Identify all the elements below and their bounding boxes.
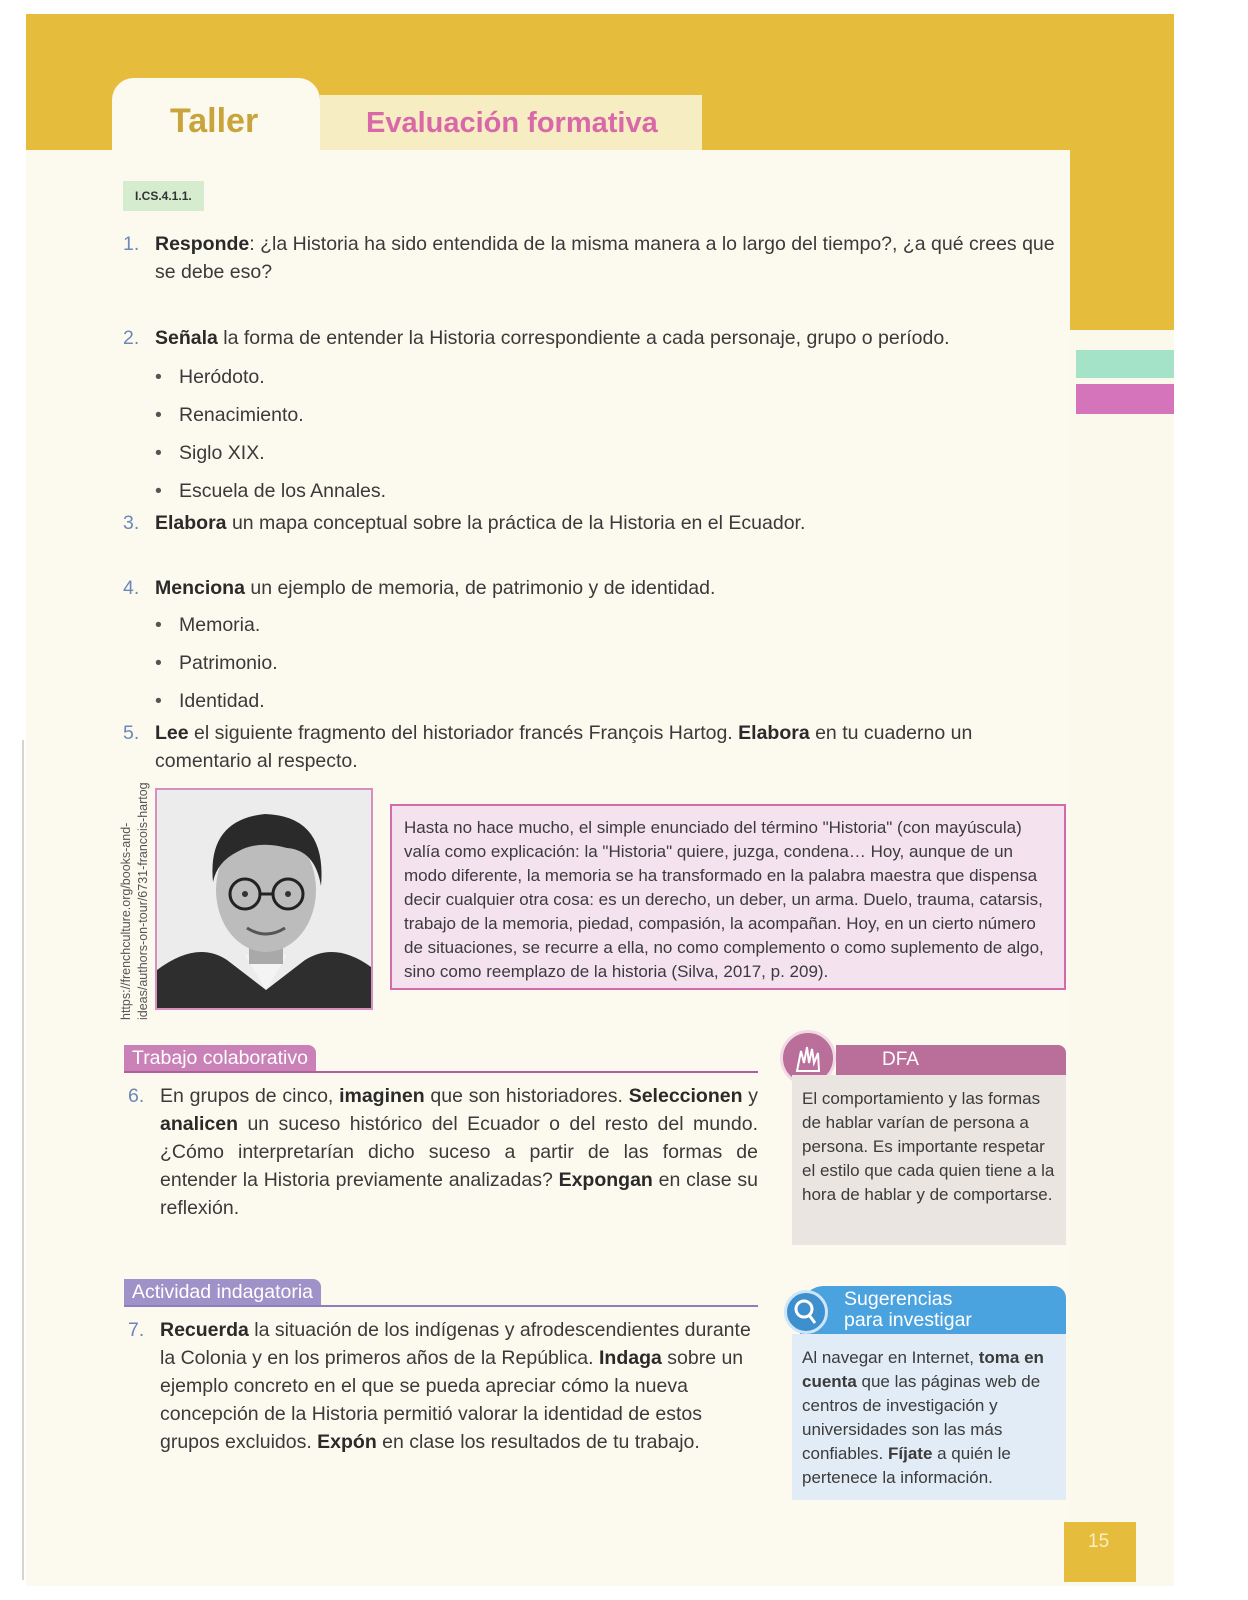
question-text: un mapa conceptual sobre la práctica de la Historia en el Ecuador. — [226, 512, 806, 534]
side-marker-pink — [1076, 384, 1174, 414]
question-6 — [128, 1082, 759, 1222]
verb: Seleccionen — [628, 1085, 743, 1107]
tab-taller-label: Taller — [170, 102, 259, 140]
dfa-title — [836, 1045, 1066, 1075]
binding-line — [22, 740, 24, 1580]
verb: toma en cuenta — [802, 1348, 1044, 1391]
page-number: 15 — [1064, 1522, 1136, 1582]
question-text: en clase su reflexión. — [160, 1169, 759, 1219]
verb: analicen — [160, 1113, 239, 1135]
question-number: 6. — [128, 1085, 145, 1107]
question-7 — [128, 1316, 758, 1456]
list-item: • Escuela de los Annales. — [179, 478, 386, 504]
verb: imaginen — [339, 1085, 425, 1107]
verb: Expón — [317, 1431, 377, 1453]
section-divider — [124, 1071, 758, 1073]
verb: Fíjate — [888, 1444, 933, 1463]
question-1 — [123, 230, 1060, 286]
sugerencias-title-line2: para investigar — [844, 1309, 972, 1331]
question-2 — [123, 324, 1060, 352]
verb: Indaga — [599, 1347, 662, 1369]
side-band — [1070, 150, 1174, 330]
question-number: 7. — [128, 1319, 145, 1341]
sugerencias-title-line1: Sugerencias — [844, 1288, 953, 1310]
tab-evaluacion-label: Evaluación formativa — [366, 107, 658, 139]
sugerencias-text: Al navegar en Internet, — [802, 1348, 979, 1367]
magnifier-icon — [784, 1290, 828, 1334]
verb: Expongan — [558, 1169, 653, 1191]
question-text: un suceso histórico del Ecuador o del resto del mundo. ¿Cómo interpretarían dicho suceso a partir de las formas de entender la Historia previamente analizadas? — [160, 1113, 758, 1191]
verb: Menciona — [155, 577, 245, 599]
list-item: • Patrimonio. — [179, 650, 278, 676]
side-marker-green — [1076, 350, 1174, 378]
list-item: • Heródoto. — [179, 364, 265, 390]
tab-taller — [112, 78, 320, 150]
verb: Elabora — [738, 722, 810, 744]
question-text: en tu cuaderno un comentario al respecto. — [155, 722, 973, 772]
verb: Recuerda — [160, 1319, 249, 1341]
author-photo — [155, 788, 373, 1010]
question-number: 4. — [123, 577, 140, 599]
tab-evaluacion — [320, 95, 702, 150]
question-text: un ejemplo de memoria, de patrimonio y de identidad. — [244, 577, 716, 599]
verb: Responde — [155, 233, 250, 255]
dfa-title-label: DFA — [882, 1049, 919, 1070]
question-text: la situación de los indígenas y afrodescendientes durante la Colonia y en los primeros años de la República. — [160, 1319, 751, 1369]
question-text: : ¿la Historia ha sido entendida de la misma manera a lo largo del tiempo?, ¿a qué crees que se debe eso? — [155, 233, 1055, 283]
question-4 — [123, 574, 1060, 602]
magnifier-icon-glyph — [787, 1293, 825, 1331]
question-text: y — [742, 1085, 759, 1107]
dfa-body: El comportamiento y las formas de hablar varían de persona a persona. Es importante respetar el estilo que cada quien tiene a la hora de hablar y de comportarse. — [792, 1075, 1066, 1245]
question-number: 3. — [123, 512, 140, 534]
verb: Señala — [155, 327, 218, 349]
question-3 — [123, 509, 1060, 537]
section-title-actividad: Actividad indagatoria — [124, 1279, 321, 1305]
sugerencias-title — [800, 1286, 1066, 1334]
skill-code-badge: I.CS.4.1.1. — [123, 181, 204, 211]
list-item: • Memoria. — [179, 612, 260, 638]
question-text: que son historiadores. — [424, 1085, 629, 1107]
verb: Elabora — [155, 512, 227, 534]
photo-credit: https://frenchculture.org/books-and-ideas/authors-on-tour/6731-francois-hartog — [119, 782, 150, 1020]
question-5 — [123, 719, 1060, 775]
question-number: 5. — [123, 722, 140, 744]
sugerencias-text: a quién le pertenece la información. — [802, 1444, 1011, 1487]
section-title-trabajo: Trabajo colaborativo — [124, 1045, 316, 1071]
question-number: 2. — [123, 327, 140, 349]
verb: Lee — [155, 722, 189, 744]
portrait-image — [157, 790, 373, 1010]
quote-box: Hasta no hace mucho, el simple enunciado del término "Historia" (con mayúscula) valía como explicación: la "Historia" quiere, juzga, condena… Hoy, aunque de un modo diferente, la memoria se ha transformado en la palabra maestra que dispensa decir cualquier otra cosa: es un derecho, un deber, un arma. Duelo, trauma, catarsis, trabajo de la memoria, piedad, compasión, la acompañan. Hoy, en un cierto número de situaciones, se recurre a ella, no como complemento o como suplemento de algo, sino como reemplazo de la historia (Silva, 2017, p. 209). — [390, 804, 1066, 990]
question-text: en clase los resultados de tu trabajo. — [376, 1431, 700, 1453]
question-text: el siguiente fragmento del historiador francés François Hartog. — [188, 722, 739, 744]
list-item: • Identidad. — [179, 688, 265, 714]
question-text: sobre un ejemplo concreto en el que se pueda apreciar cómo la nueva concepción de la Historia permitió valorar la identidad de estos grupos excluidos. — [160, 1347, 744, 1453]
question-text: En grupos de cinco, — [160, 1085, 340, 1107]
list-item: • Siglo XIX. — [179, 440, 265, 466]
section-divider — [124, 1305, 758, 1307]
question-text: la forma de entender la Historia correspondiente a cada personaje, grupo o período. — [217, 327, 950, 349]
sugerencias-body — [792, 1334, 1066, 1500]
sugerencias-text: que las páginas web de centros de investigación y universidades son las más confiables. — [802, 1372, 1041, 1463]
list-item: • Renacimiento. — [179, 402, 304, 428]
question-number: 1. — [123, 233, 140, 255]
